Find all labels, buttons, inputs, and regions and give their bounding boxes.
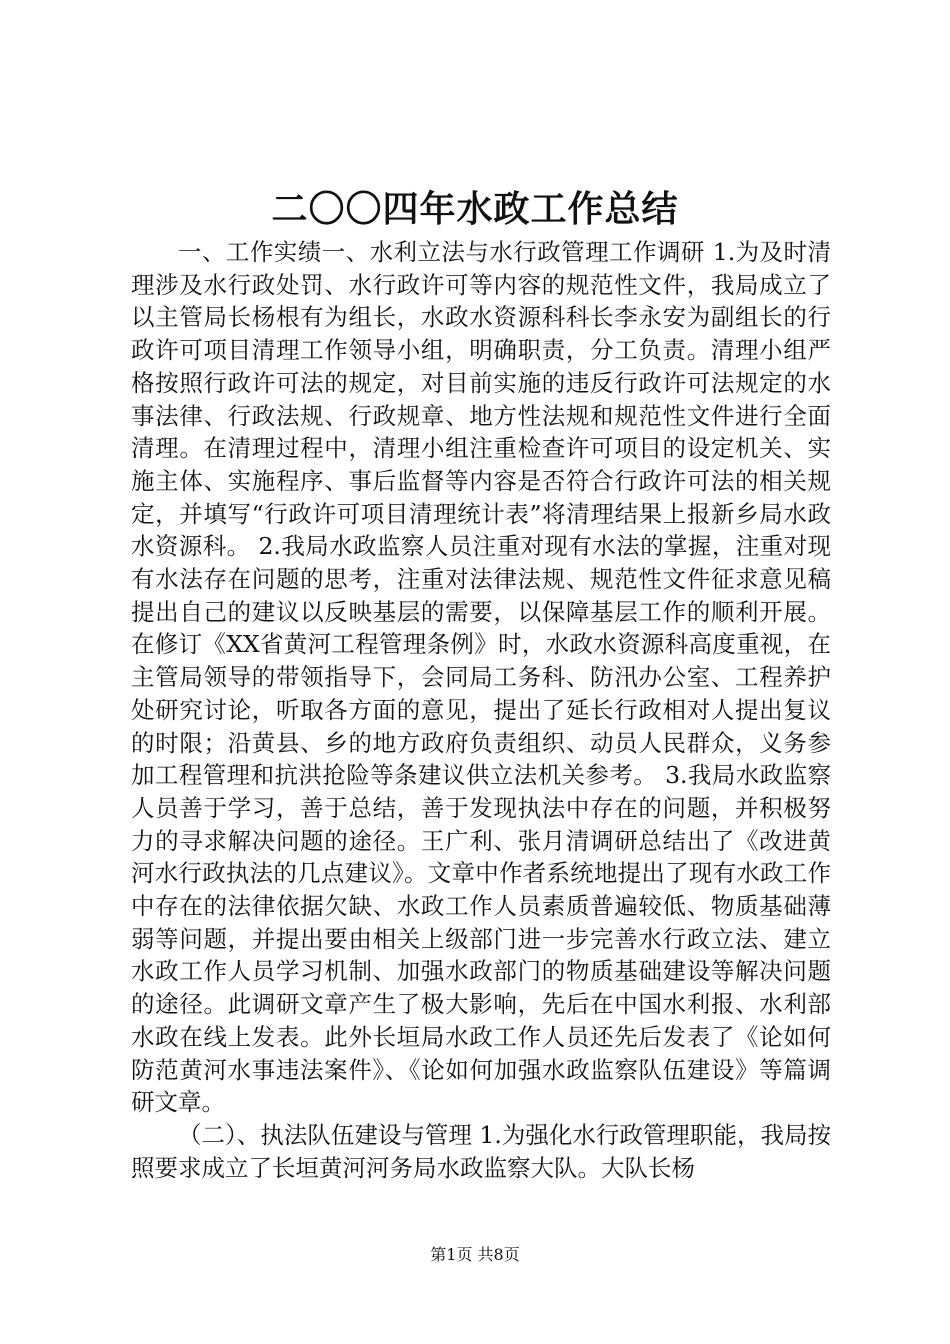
page-number-footer: 第1页 共8页 — [430, 1245, 520, 1264]
paragraph-1: 一、工作实绩一、水利立法与水行政管理工作调研 1.为及时清理涉及水行政处罚、水行政许可等内容的规范性文件，我局成立了以主管局长杨根有为组长，水政水资源科科长李永安为副组长的行政许可项目清理工作领导小组，明确职责，分工负责。清理小组严格按照行政许可法的规定，对目前实施的违反行政许可法规定的水事法律、行政法规、行政规章、地方性法规和规范性文件进行全面清理。在清理过程中，清理小组注重检查许可项目的设定机关、实施主体、实施程序、事后监督等内容是否符合行政许可法的相关规定，并填写“行政许可项目清理统计表”将清理结果上报新乡局水政水资源科。 2.我局水政监察人员注重对现有水法的掌握，注重对现有水法存在问题的思考，注重对法律法规、规范性文件征求意见稿提出自己的建议以反映基层的需要，以保障基层工作的顺利开展。在修订《XX省黄河工程管理条例》时，水政水资源科高度重视，在主管局领导的带领指导下，会同局工务科、防汛办公室、工程养护处研究讨论，听取各方面的意见，提出了延长行政相对人提出复议的时限；沿黄县、乡的地方政府负责组织、动员人民群众，义务参加工程管理和抗洪抢险等条建议供立法机关参考。 3.我局水政监察人员善于学习，善于总结，善于发现执法中存在的问题，并积极努力的寻求解决问题的途径。王广利、张月清调研总结出了《改进黄河水行政执法的几点建议》。文章中作者系统地提出了现有水政工作中存在的法律依据欠缺、水政工作人员素质普遍较低、物质基础薄弱等问题，并提出要由相关上级部门进一步完善水行政立法、建立水政工作人员学习机制、加强水政部门的物质基础建设等解决问题的途径。此调研文章产生了极大影响，先后在中国水利报、水利部水政在线上发表。此外长垣局水政工作人员还先后发表了《论如何防范黄河水事违法案件》、《论如何加强水政监察队伍建设》等篇调研文章。 — [131, 238, 831, 1117]
document-body — [131, 236, 831, 1184]
document-title: 二〇〇四年水政工作总结 — [271, 188, 679, 230]
paragraph-2: （二）、执法队伍建设与管理 1.为强化水行政管理职能，我局按照要求成立了长垣黄河河务局水政监察大队。大队长杨 — [131, 1120, 831, 1182]
